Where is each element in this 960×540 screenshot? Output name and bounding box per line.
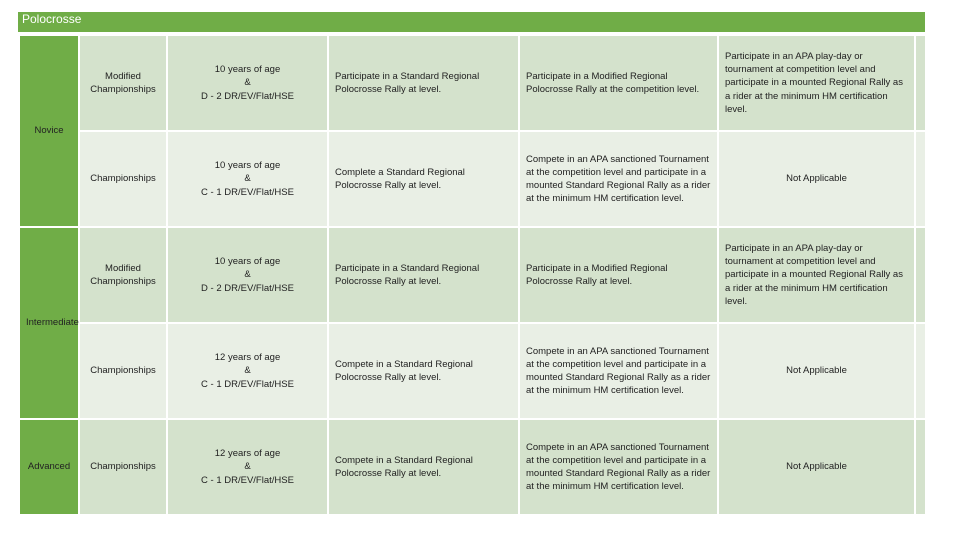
table-title: Polocrosse: [18, 12, 925, 32]
age-line: 10 years of age: [214, 256, 281, 268]
table-row: [19, 131, 926, 227]
requirement-col5: Participate in an APA play-day or tournament at competition level and participate in a mounted Regional Rally as a rider at the minimum HM certification level.: [718, 35, 915, 131]
level-novice: Novice: [19, 35, 79, 227]
age-line: 10 years of age: [214, 64, 281, 76]
certification-line: D - 2 DR/EV/Flat/HSE: [201, 90, 294, 102]
level-advanced: Advanced: [19, 419, 79, 515]
age-requirement: [167, 35, 328, 131]
requirements-table: [18, 34, 927, 516]
requirement-col4: Compete in an APA sanctioned Tournament at the competition level and participate in a mounted Standard Regional Rally as a rider at the minimum HM certification level.: [519, 323, 718, 419]
championship-type: Modified Championships: [79, 35, 167, 131]
requirement-col3: Participate in a Standard Regional Polocrosse Rally at level.: [328, 35, 519, 131]
age-line: 12 years of age: [214, 448, 281, 460]
table-row: [19, 323, 926, 419]
championship-type: Championships: [79, 131, 167, 227]
requirement-col5: Not Applicable: [718, 323, 915, 419]
championship-type: Championships: [79, 419, 167, 515]
level-intermediate: Intermediate: [19, 227, 79, 419]
requirement-col3: Complete a Standard Regional Polocrosse Rally at level.: [328, 131, 519, 227]
championship-type: Modified Championships: [79, 227, 167, 323]
requirement-col5: Participate in an APA play-day or tournament at competition level and participate in a mounted Regional Rally as a rider at the minimum HM certification level.: [718, 227, 915, 323]
ampersand: &: [244, 173, 251, 185]
certification-line: C - 1 DR/EV/Flat/HSE: [201, 378, 294, 390]
row-edge: [915, 131, 926, 227]
age-line: 10 years of age: [214, 160, 281, 172]
age-requirement: [167, 227, 328, 323]
age-requirement: [167, 419, 328, 515]
row-edge: [915, 419, 926, 515]
row-edge: [915, 227, 926, 323]
requirement-col3: Compete in a Standard Regional Polocrosse Rally at level.: [328, 419, 519, 515]
certification-line: C - 1 DR/EV/Flat/HSE: [201, 186, 294, 198]
requirement-col4: Participate in a Modified Regional Polocrosse Rally at the competition level.: [519, 35, 718, 131]
ampersand: &: [244, 461, 251, 473]
requirement-col5: Not Applicable: [718, 131, 915, 227]
certification-line: D - 2 DR/EV/Flat/HSE: [201, 282, 294, 294]
table-row: [19, 227, 926, 323]
age-line: 12 years of age: [214, 352, 281, 364]
requirement-col4: Compete in an APA sanctioned Tournament at the competition level and participate in a mounted Standard Regional Rally as a rider at the minimum HM certification level.: [519, 419, 718, 515]
requirement-col5: Not Applicable: [718, 419, 915, 515]
ampersand: &: [244, 365, 251, 377]
requirement-col4: Compete in an APA sanctioned Tournament at the competition level and participate in a mounted Standard Regional Rally as a rider at the minimum HM certification level.: [519, 131, 718, 227]
row-edge: [915, 323, 926, 419]
table-row: [19, 419, 926, 515]
championship-type: Championships: [79, 323, 167, 419]
requirement-col3: Compete in a Standard Regional Polocrosse Rally at level.: [328, 323, 519, 419]
requirement-col4: Participate in a Modified Regional Polocrosse Rally at level.: [519, 227, 718, 323]
table-row: [19, 35, 926, 131]
ampersand: &: [244, 77, 251, 89]
age-requirement: [167, 323, 328, 419]
ampersand: &: [244, 269, 251, 281]
age-requirement: [167, 131, 328, 227]
certification-line: C - 1 DR/EV/Flat/HSE: [201, 474, 294, 486]
row-edge: [915, 35, 926, 131]
requirement-col3: Participate in a Standard Regional Polocrosse Rally at level.: [328, 227, 519, 323]
